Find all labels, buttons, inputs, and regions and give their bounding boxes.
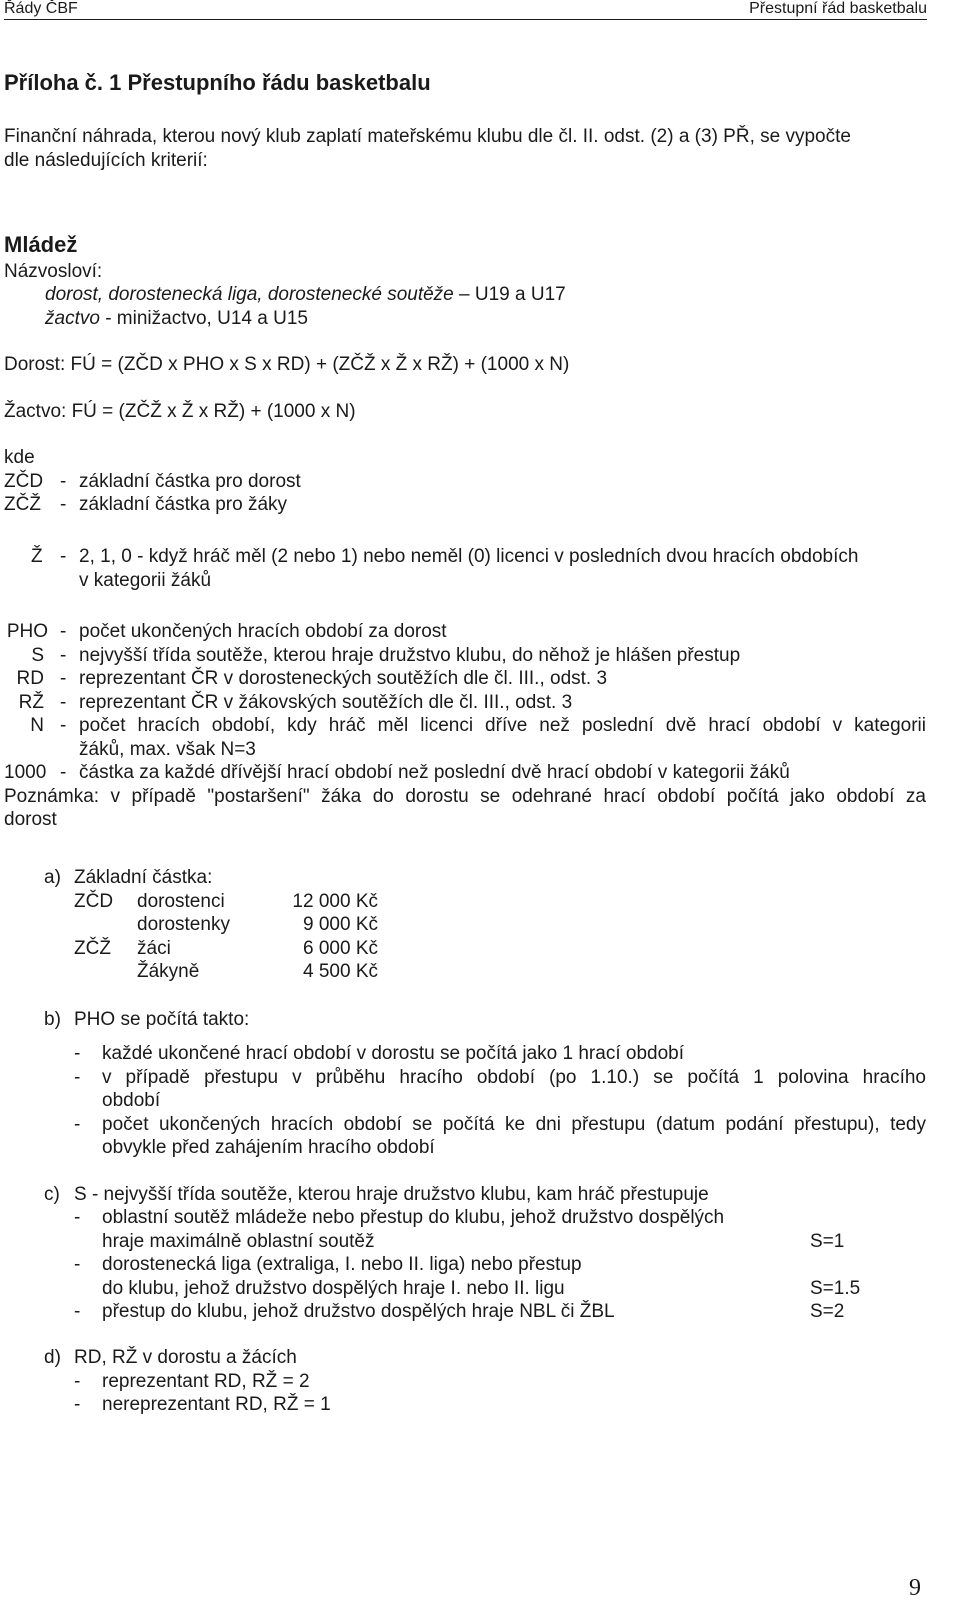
def-desc-line-2: v kategorii žáků	[79, 570, 212, 591]
def-dash: -	[60, 645, 67, 666]
list-item-cont: období	[102, 1090, 161, 1111]
list-item: počet ukončených hracích období se počítá ke dni přestupu (datum podání přestupu), tedy	[102, 1114, 926, 1135]
note-line-2: dorost	[4, 809, 57, 830]
def-desc: základní částka pro dorost	[79, 471, 301, 492]
def-abbr: RD	[16, 668, 44, 689]
section-title: S - nejvyšší třída soutěže, kterou hraje družstvo klubu, kam hráč přestupuje	[74, 1184, 709, 1205]
def-dash: -	[60, 546, 67, 567]
formula-zactvo: Žactvo: FÚ = (ZČŽ x Ž x RŽ) + (1000 x N)	[4, 401, 356, 422]
naming-zactvo-term: žactvo	[45, 308, 100, 329]
list-bullet: -	[74, 1254, 81, 1275]
amount-value: 6 000 Kč	[303, 938, 378, 959]
section-label: c)	[44, 1184, 60, 1205]
list-bullet: -	[74, 1301, 81, 1322]
list-item: oblastní soutěž mládeže nebo přestup do klubu, jehož družstvo dospělých	[102, 1207, 725, 1228]
amount-name: dorostenci	[137, 891, 225, 912]
list-item-cont: obvykle před zahájením hracího období	[102, 1137, 435, 1158]
def-abbr: PHO	[6, 621, 48, 642]
list-item: reprezentant RD, RŽ = 2	[102, 1371, 310, 1392]
list-item: nereprezentant RD, RŽ = 1	[102, 1394, 331, 1415]
amount-code: ZČD	[74, 891, 114, 912]
def-desc: reprezentant ČR v žákovských soutěžích dle čl. III., odst. 3	[79, 692, 573, 713]
def-abbr: N	[30, 715, 44, 736]
def-abbr: ZČD	[4, 471, 44, 492]
s-value: S=1.5	[810, 1278, 861, 1299]
list-item: dorostenecká liga (extraliga, I. nebo II. liga) nebo přestup	[102, 1254, 582, 1275]
def-desc: počet ukončených hracích období za dorost	[79, 621, 447, 642]
def-abbr: RŽ	[18, 692, 44, 713]
def-dash: -	[60, 494, 67, 515]
header-right: Přestupní řád basketbalu	[749, 0, 927, 17]
def-desc: základní částka pro žáky	[79, 494, 288, 515]
def-dash: -	[60, 621, 67, 642]
naming-label: Názvosloví:	[4, 261, 103, 282]
note-line-1: Poznámka: v případě "postaršení" žáka do dorostu se odehrané hrací období počítá jako období za	[4, 786, 926, 807]
section-label: a)	[44, 867, 61, 888]
def-abbr: 1000	[4, 762, 47, 783]
amount-value: 4 500 Kč	[303, 961, 378, 982]
list-bullet: -	[74, 1371, 81, 1392]
naming-dorost-term: dorost, dorostenecká liga, dorostenecké soutěže	[45, 284, 454, 305]
formula-dorost: Dorost: FÚ = (ZČD x PHO x S x RD) + (ZČŽ x Ž x RŽ) + (1000 x N)	[4, 354, 570, 375]
s-value: S=2	[810, 1301, 845, 1322]
amount-value: 9 000 Kč	[303, 914, 378, 935]
def-abbr: ZČŽ	[4, 494, 41, 515]
def-desc-line-2: žáků, max. však N=3	[79, 739, 256, 760]
list-item: v případě přestupu v průběhu hracího období (po 1.10.) se počítá 1 polovina hracího	[102, 1067, 926, 1088]
section-label: b)	[44, 1009, 61, 1030]
def-dash: -	[60, 715, 67, 736]
list-item: přestup do klubu, jehož družstvo dospělých hraje NBL či ŽBL	[102, 1301, 615, 1322]
where-label: kde	[4, 447, 35, 468]
list-bullet: -	[74, 1207, 81, 1228]
header-left: Řády ČBF	[4, 0, 78, 17]
s-value: S=1	[810, 1231, 845, 1252]
naming-dorost-rest: – U19 a U17	[459, 284, 566, 305]
page-number: 9	[909, 1575, 921, 1601]
def-abbr: S	[31, 645, 44, 666]
list-bullet: -	[74, 1043, 81, 1064]
list-bullet: -	[74, 1114, 81, 1135]
intro-line-2: dle následujících kriterií:	[4, 150, 208, 171]
def-desc-line-1: počet hracích období, kdy hráč měl licenci dříve než poslední dvě hrací období v kategorii	[79, 715, 926, 736]
def-desc: reprezentant ČR v dorosteneckých soutěžích dle čl. III., odst. 3	[79, 668, 608, 689]
section-title: PHO se počítá takto:	[74, 1009, 250, 1030]
def-dash: -	[60, 762, 67, 783]
def-abbr: Ž	[31, 546, 43, 567]
naming-dorost	[45, 284, 566, 307]
amount-value: 12 000 Kč	[292, 891, 378, 912]
header-rule	[4, 19, 927, 20]
page-title: Příloha č. 1 Přestupního řádu basketbalu	[4, 70, 431, 95]
section-label: d)	[44, 1347, 61, 1368]
def-desc: nejvyšší třída soutěže, kterou hraje družstvo klubu, do něhož je hlášen přestup	[79, 645, 741, 666]
list-item-cont: hraje maximálně oblastní soutěž	[102, 1231, 375, 1252]
list-item: každé ukončené hrací období v dorostu se počítá jako 1 hrací období	[102, 1043, 684, 1064]
def-desc-line-1: 2, 1, 0 - když hráč měl (2 nebo 1) nebo neměl (0) licenci v posledních dvou hracích obdobích	[79, 546, 859, 567]
naming-zactvo-rest: - minižactvo, U14 a U15	[105, 308, 308, 329]
def-dash: -	[60, 471, 67, 492]
list-item-cont: do klubu, jehož družstvo dospělých hraje I. nebo II. ligu	[102, 1278, 565, 1299]
amount-name: dorostenky	[137, 914, 230, 935]
intro-line-1: Finanční náhrada, kterou nový klub zaplatí mateřskému klubu dle čl. II. odst. (2) a (3) PŘ, se vypočte	[4, 126, 851, 147]
list-bullet: -	[74, 1394, 81, 1415]
amount-name: Žákyně	[137, 961, 200, 982]
amount-code: ZČŽ	[74, 938, 111, 959]
list-bullet: -	[74, 1067, 81, 1088]
section-title: RD, RŽ v dorostu a žácích	[74, 1347, 297, 1368]
amount-name: žáci	[137, 938, 171, 959]
section-title: Základní částka:	[74, 867, 213, 888]
youth-heading: Mládež	[4, 232, 78, 257]
naming-zactvo	[45, 308, 308, 331]
def-desc: částka za každé dřívější hrací období než poslední dvě hrací období v kategorii žáků	[79, 762, 790, 783]
def-dash: -	[60, 692, 67, 713]
def-dash: -	[60, 668, 67, 689]
